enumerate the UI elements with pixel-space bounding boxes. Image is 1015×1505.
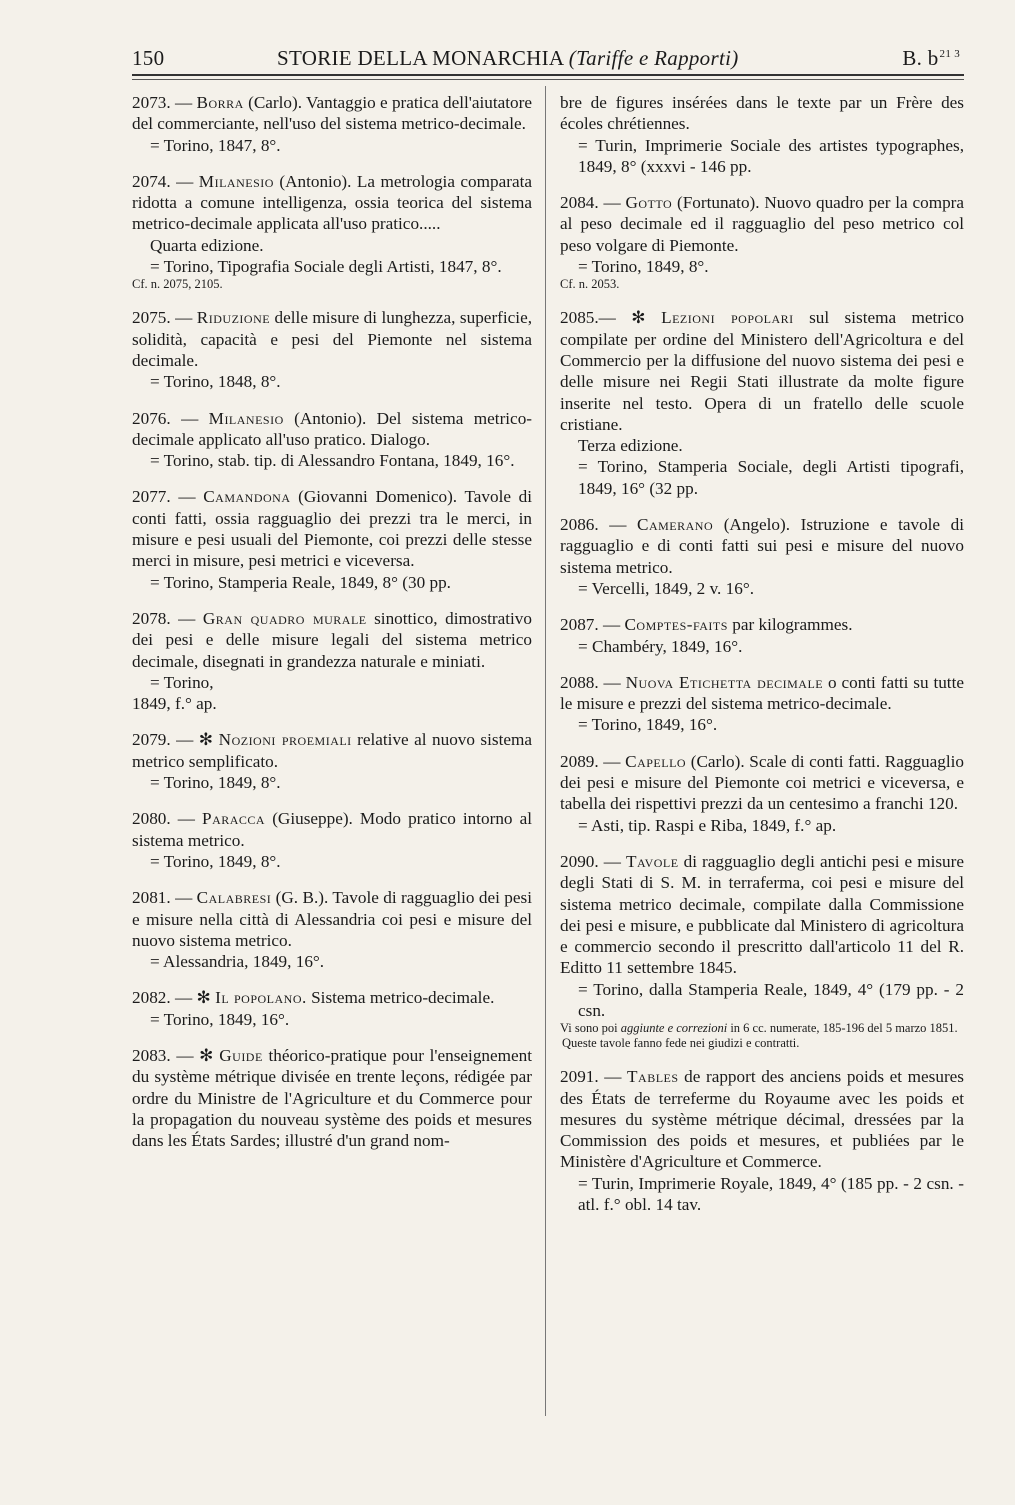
entry-number: 2085.— ✻ (560, 308, 662, 328)
entry-2091 (560, 1066, 964, 1215)
entry-imprint: = Torino, 1847, 8°. (150, 135, 281, 155)
entry-author: Paracca (202, 809, 266, 829)
entry-imprint: = Torino, 1849, 16°. (578, 715, 718, 735)
entry-author: Comptes-faits (624, 615, 728, 635)
entry-2081 (132, 887, 532, 972)
entry-2085 (560, 307, 964, 499)
entry-author: Nuova Etichetta decimale (625, 672, 824, 692)
entry-number: 2086. — (560, 515, 637, 535)
entry-2090 (560, 851, 964, 1051)
entry-author: Calabresi (196, 888, 272, 908)
entry-number: 2075. — (132, 308, 197, 328)
left-column (132, 92, 532, 1166)
entry-imprint: = Vercelli, 1849, 2 v. 16°. (578, 578, 755, 598)
page-number: 150 (132, 46, 165, 70)
entry-note: Cf. n. 2053. (560, 277, 620, 292)
entry-2087 (560, 614, 964, 657)
entry-edition: Quarta edizione. (150, 235, 264, 255)
running-header (132, 40, 964, 76)
entry-text: bre de figures insérées dans le texte par un Frère des écoles chrétiennes. (560, 93, 964, 134)
entry-author: Lezioni popolari (661, 308, 794, 328)
entry-author: Camerano (636, 515, 714, 535)
entry-text: (Antonio). Del sistema metrico-decimale applicato all'uso pratico. Dialogo. (132, 408, 533, 449)
entry-imprint: = Torino, stab. tip. di Alessandro Fontana, 1849, 16°. (150, 451, 515, 471)
entry-note (560, 1021, 964, 1036)
entry-imprint: = Torino, 1849, 8°. (578, 257, 709, 277)
entry-2080 (132, 808, 532, 872)
entry-text: sul sistema metrico compilate per ordine del Ministero dell'Agricoltura e del Commercio per la diffusione del nuovo sistema dei pesi e delle misure nei Regii Stati illustrate da molte figure inserite nel testo. Opera di un fratello delle scuole cristiane. (560, 308, 965, 434)
entry-author: Tables (627, 1067, 679, 1087)
right-column (560, 92, 964, 1230)
entry-imprint: = Torino, 1849, 8°. (150, 851, 281, 871)
entry-2075 (132, 307, 532, 392)
entry-2089 (560, 751, 964, 836)
entry-2083-continued (560, 92, 964, 177)
entry-author: Capello (625, 751, 687, 771)
entry-imprint: = Torino, Stamperia Sociale, degli Artisti tipografi, 1849, 16° (32 pp. (578, 457, 964, 498)
entry-number: 2084. — (560, 193, 626, 213)
entry-text: (G. B.). Tavole di ragguaglio dei pesi e misure nella città di Alessandria coi pesi e misure del nuovo sistema metrico. (132, 888, 532, 950)
note-text: in 6 cc. numerate, 185-196 del 5 marzo 1851. (727, 1021, 958, 1036)
entry-author: Il popolano. (215, 988, 307, 1008)
entry-author: Tavole (625, 851, 679, 871)
entry-2086 (560, 514, 964, 599)
entry-author: Milanesio (208, 408, 284, 428)
entry-author: Gotto (625, 193, 673, 213)
entry-imprint: = Turin, Imprimerie Royale, 1849, 4° (185 pp. - 2 csn. - atl. f.° obl. 14 tav. (578, 1173, 964, 1215)
entry-number: 2074. — (132, 171, 199, 191)
entry-number: 2082. — ✻ (132, 988, 216, 1008)
entry-imprint: = Chambéry, 1849, 16°. (578, 636, 743, 656)
entry-2077 (132, 486, 532, 592)
note-italic: aggiunte e correzioni (620, 1021, 728, 1036)
entry-imprint-cont: 1849, f.° ap. (132, 694, 217, 714)
entry-number: 2080. — (132, 809, 203, 829)
entry-note: Cf. n. 2075, 2105. (132, 277, 223, 292)
entry-text: (Carlo). Vantaggio e pratica dell'aiutatore del commerciante, nell'uso del sistema metrico-decimale. (132, 93, 533, 134)
entry-imprint: = Torino, (150, 672, 214, 692)
entry-imprint: = Torino, 1848, 8°. (150, 372, 281, 392)
entry-note: Queste tavole fanno fede nei giudizi e contratti. (562, 1036, 800, 1051)
entry-text: relative al nuovo sistema metrico semplificato. (132, 730, 532, 771)
title-main: STORIE DELLA MONARCHIA (277, 46, 564, 70)
header-rule-thick (132, 74, 964, 76)
signature-sup: 21 3 (939, 48, 960, 60)
entry-imprint: = Torino, Tipografia Sociale degli Artisti, 1847, 8°. (150, 257, 502, 277)
entry-number: 2078. — (132, 608, 203, 628)
entry-text: delle misure di lunghezza, superficie, solidità, capacità e pesi del Piemonte nel sistema decimale. (132, 308, 532, 370)
entry-author: Camandona (203, 487, 291, 507)
entry-text: (Fortunato). Nuovo quadro per la compra al peso decimale ed il ragguaglio del peso metrico col peso volgare di Piemonte. (560, 193, 965, 255)
entry-2083 (132, 1045, 532, 1151)
entry-2079 (132, 729, 532, 793)
running-title (277, 46, 739, 71)
header-rule-thin (132, 79, 964, 80)
entry-2082 (132, 987, 532, 1030)
entry-author: Gran quadro murale (202, 608, 367, 628)
column-divider (545, 86, 546, 1416)
entry-author: Borra (196, 93, 244, 112)
entry-2088 (560, 672, 964, 736)
entry-imprint: = Torino, dalla Stamperia Reale, 1849, 4° (179 pp. - 2 csn. (578, 979, 964, 1020)
entry-text: sinottico, dimostrativo dei pesi e delle misure legali del sistema metrico decimale, disegnati in grandezza naturale e miniati. (132, 608, 532, 671)
entry-number: 2076. — (132, 408, 209, 428)
entry-2084 (560, 192, 964, 292)
entry-author: Guide (219, 1045, 263, 1065)
entry-edition: Terza edizione. (578, 436, 683, 456)
entry-text: théorico-pratique pour l'enseignement du système métrique divisée en trente leçons, rédigée par ordre du Ministre de l'Agriculture et du Commerce pour la propagation du nouveau système des poids et mesures dans les États Sardes; illustré d'un grand nom- (132, 1045, 532, 1151)
entry-2074 (132, 171, 532, 292)
signature-mark (902, 46, 960, 71)
entry-number: 2091. — (560, 1067, 628, 1087)
entry-author: Nozioni proemiali (218, 730, 352, 750)
entry-text: (Antonio). La metrologia comparata ridotta a comune intelligenza, ossia teorica del sistema metrico-decimale applicata all'uso pratico..... (132, 171, 532, 234)
entry-imprint: = Turin, Imprimerie Sociale des artistes typographes, 1849, 8° (xxxvi - 146 pp. (578, 135, 964, 176)
entry-imprint: = Torino, 1849, 16°. (150, 1009, 290, 1029)
entry-number: 2088. — (560, 672, 626, 692)
entry-number: 2087. — (560, 615, 625, 635)
entry-number: 2079. — ✻ (132, 730, 219, 750)
entry-2078 (132, 608, 532, 714)
entry-text: de rapport des anciens poids et mesures des États de terreferme du Royaume avec les poids et mesures du système métrique décimal, dressées par la Commission des poids et mesures, et publiées par le Ministère d'Agriculture et Commerce. (560, 1067, 964, 1172)
entry-text: (Angelo). Istruzione e tavole di ragguaglio e di conti fatti sui pesi e misure del nuovo sistema metrico. (560, 515, 964, 577)
entry-imprint: = Torino, 1849, 8°. (150, 773, 281, 793)
entry-text: (Giuseppe). Modo pratico intorno al sistema metrico. (132, 809, 533, 850)
entry-text: (Giovanni Domenico). Tavole di conti fatti, ossia ragguaglio dei prezzi tra le merci, in misure e pesi usuali del Piemonte, coi prezzi delle stesse merci in misure, pesi metrici e viceversa. (132, 487, 533, 571)
entry-author: Milanesio (198, 171, 274, 191)
entry-text: par kilogrammes. (727, 615, 853, 635)
entry-text: (Carlo). Scale di conti fatti. Ragguaglio dei pesi e misure del Piemonte coi metrici e viceversa, e tabella dei rispettivi prezzi da un centesimo a franchi 120. (560, 751, 964, 814)
entry-author: Riduzione (196, 308, 271, 328)
entry-imprint: = Torino, Stamperia Reale, 1849, 8° (30 pp. (150, 572, 451, 592)
entry-imprint: = Alessandria, 1849, 16°. (150, 952, 325, 972)
entry-2073 (132, 92, 532, 156)
entry-imprint: = Asti, tip. Raspi e Riba, 1849, f.° ap. (578, 815, 837, 835)
signature-letter: B. b (902, 46, 939, 70)
title-sub: (Tariffe e Rapporti) (568, 46, 739, 70)
note-text: Vi sono poi (560, 1021, 621, 1036)
entry-text: Sistema metrico-decimale. (306, 988, 495, 1008)
entry-number: 2073. — (132, 93, 197, 112)
entry-text: o conti fatti su tutte le misure e prezzi del sistema metrico-decimale. (560, 672, 964, 714)
entry-text: di ragguaglio degli antichi pesi e misure degli Stati di S. M. in terraferma, coi pesi e misure del sistema metrico decimale, compilate dalla Commissione dei pesi e misure, e pubblicate dal Ministero di agricoltura e commercio secondo il prescritto dall'articolo 11 del R. Editto 11 settembre 1845. (560, 851, 964, 978)
entry-number: 2090. — (560, 851, 626, 871)
entry-number: 2081. — (132, 888, 197, 908)
entry-number: 2083. — ✻ (132, 1045, 220, 1065)
entry-number: 2089. — (560, 751, 626, 771)
entry-2076 (132, 408, 532, 472)
entry-number: 2077. — (132, 487, 204, 507)
